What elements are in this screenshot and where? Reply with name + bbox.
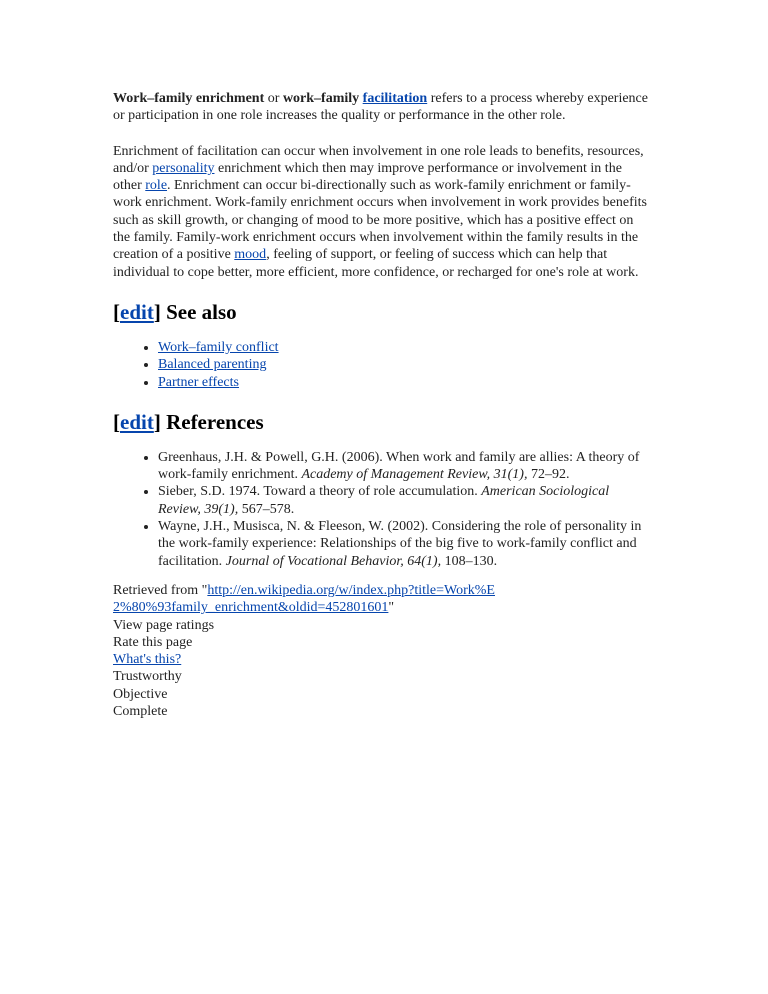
reference-journal: Academy of Management Review, 31(1),: [301, 467, 528, 483]
intro-paragraph: [113, 90, 653, 125]
body-part1: Enrichment of facilitation can occur when involvement in one role leads to benefits, resources, and/or: [113, 143, 644, 176]
see-also-link-work-family-conflict[interactable]: Work–family conflict: [158, 339, 279, 355]
reference-journal: American Sociological Review, 39(1),: [158, 484, 610, 517]
role-link[interactable]: role: [145, 178, 168, 194]
references-title: References: [166, 409, 264, 434]
rating-objective: Objective: [113, 686, 168, 702]
body-part4: , feeling of support, or feeling of success which can help that individual to cope better, more efficient, more confidence, or recharged for one's role at work.: [113, 247, 639, 280]
see-also-link-balanced-parenting[interactable]: Balanced parenting: [158, 357, 267, 373]
reference-text: Greenhaus, J.H. & Powell, G.H. (2006). When work and family are allies: A theory of work-family enrichment.: [158, 449, 640, 483]
rating-trustworthy: Trustworthy: [113, 669, 182, 685]
rate-this-page: Rate this page: [113, 634, 193, 650]
list-item: [158, 374, 653, 391]
reference-pages: 567–578.: [238, 501, 295, 517]
reference-text: Sieber, S.D. 1974. Toward a theory of role accumulation.: [158, 484, 482, 500]
intro-rest: refers to a process whereby experience or participation in one role increases the quality or performance in the other role.: [113, 91, 648, 124]
facilitation-link[interactable]: facilitation: [362, 91, 428, 106]
retrieved-from: [113, 582, 513, 617]
whats-this-link[interactable]: What's this?: [113, 652, 182, 668]
article: [113, 90, 653, 720]
whats-this-wrap: [113, 651, 653, 668]
list-item: [158, 339, 653, 356]
reference-pages: 108–130.: [441, 553, 498, 569]
rating-complete: Complete: [113, 704, 168, 720]
reference-item: [158, 483, 653, 518]
bracket-open: [: [113, 409, 120, 434]
list-item: [158, 356, 653, 373]
page-footer: [113, 582, 653, 720]
reference-text: Wayne, J.H., Musisca, N. & Fleeson, W. (2002). Considering the role of personality in the work-family experience: Relationships of the big five to work-family conflict and facilitation.: [158, 519, 642, 569]
body-part2: enrichment which then may improve performance or involvement in the other: [113, 160, 622, 194]
body-part3: . Enrichment can occur bi-directionally such as work-family enrichment or family-work enrichment. Work-family enrichment occurs when involvement in work provides benefits such as skill growth, or changing of mood to be more positive, which has a positive effect on the family. Family-work enrichment occurs when involvement within the family results in the creation of a positive: [113, 178, 647, 263]
references-heading: [113, 409, 653, 435]
retrieved-suffix: ": [388, 600, 395, 616]
reference-pages: 72–92.: [527, 467, 570, 483]
view-page-ratings: View page ratings: [113, 617, 215, 633]
see-also-edit-link[interactable]: edit: [120, 299, 154, 324]
see-also-title: See also: [166, 299, 237, 324]
retrieved-url-link[interactable]: http://en.wikipedia.org/w/index.php?title=Work%E2%80%93family_enrichment&oldid=452801601: [113, 582, 495, 616]
references-edit-link[interactable]: edit: [120, 409, 154, 434]
mood-link[interactable]: mood: [234, 247, 267, 263]
see-also-heading: [113, 299, 653, 325]
see-also-list: [113, 339, 653, 391]
personality-link[interactable]: personality: [152, 160, 215, 176]
reference-item: [158, 518, 653, 570]
see-also-link-partner-effects[interactable]: Partner effects: [158, 374, 239, 390]
retrieved-prefix: Retrieved from ": [113, 582, 208, 598]
term-work-family-enrichment: Work–family enrichment: [113, 91, 265, 106]
reference-item: [158, 449, 653, 484]
term-work-family: work–family: [282, 91, 363, 106]
bracket-close: ]: [153, 299, 161, 324]
reference-journal: Journal of Vocational Behavior, 64(1),: [225, 553, 442, 569]
intro-or: or: [264, 91, 283, 106]
bracket-close: ]: [153, 409, 161, 434]
body-paragraph: [113, 143, 653, 281]
references-list: [113, 449, 653, 570]
bracket-open: [: [113, 299, 120, 324]
